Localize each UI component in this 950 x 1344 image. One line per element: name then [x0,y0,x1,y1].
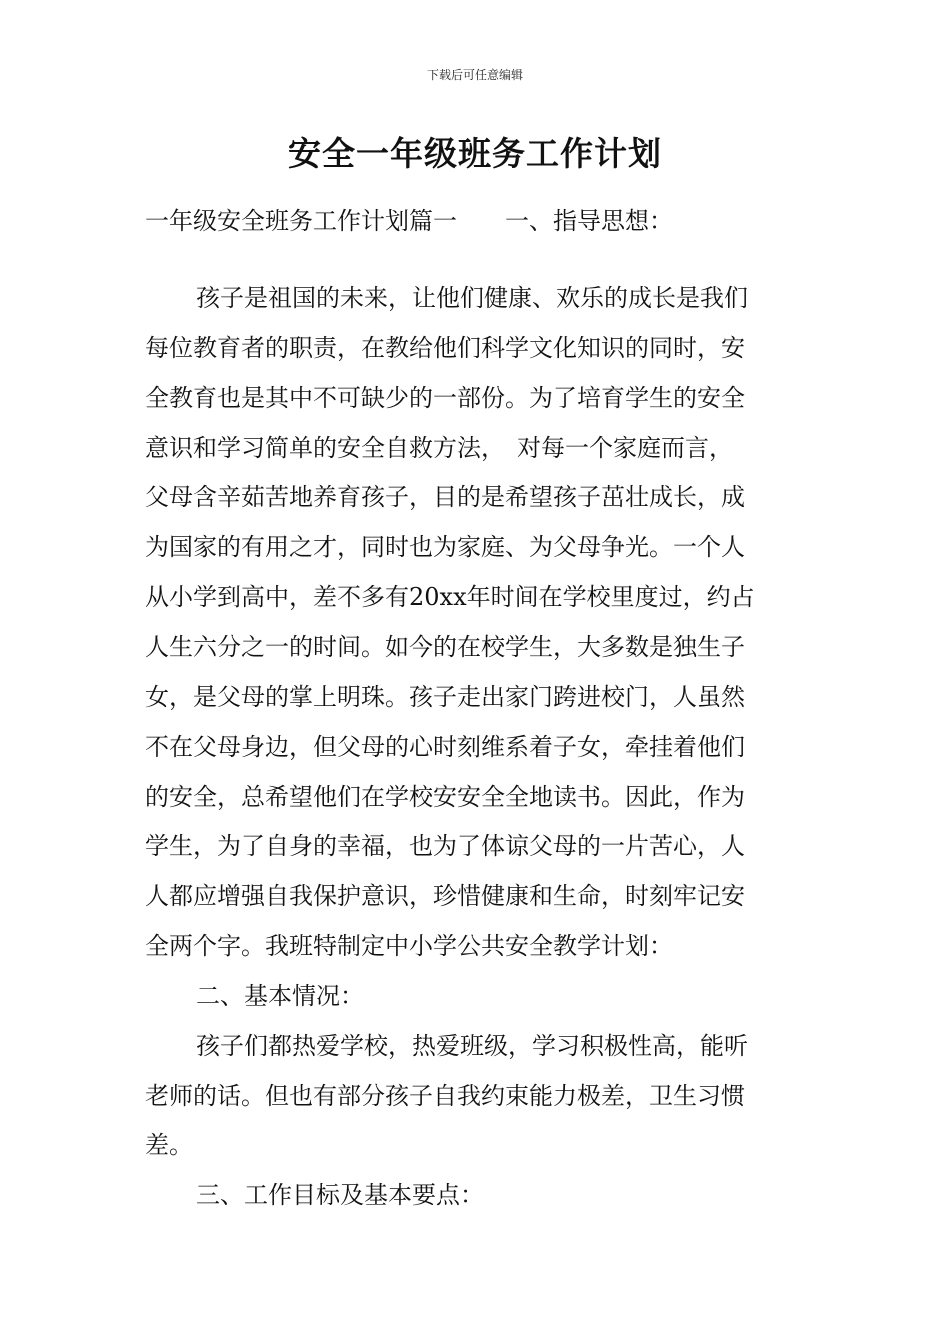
paragraph-line: 从小学到高中，差不多有20xx年时间在学校里度过，约占 [145,583,755,611]
paragraph-line: 人生六分之一的时间。如今的在校学生，大多数是独生子 [145,633,745,661]
paragraph-line: 学生，为了自身的幸福，也为了体谅父母的一片苦心，人 [145,832,745,860]
paragraph-line: 女，是父母的掌上明珠。孩子走出家门跨进校门，人虽然 [145,683,745,711]
page-title: 安全一年级班务工作计划 [288,134,662,173]
paragraph-line: 全教育也是其中不可缺少的一部份。为了培育学生的安全 [145,384,745,412]
paragraph-line: 意识和学习简单的安全自救方法， 对每一个家庭而言， [145,434,733,462]
paragraph-line: 每位教育者的职责，在教给他们科学文化知识的同时，安 [145,334,745,362]
paragraph-line: 人都应增强自我保护意识，珍惜健康和生命，时刻牢记安 [145,882,745,910]
paragraph-line: 为国家的有用之才，同时也为家庭、为父母争光。一个人 [145,533,745,561]
paragraph-line: 父母含辛茹苦地养育孩子，目的是希望孩子茁壮成长，成 [145,483,745,511]
paragraph-line: 一年级安全班务工作计划篇一 一、指导思想： [145,207,673,235]
paragraph-line: 孩子们都热爱学校，热爱班级，学习积极性高，能听 [196,1032,748,1060]
paragraph-line: 的安全，总希望他们在学校安安全全地读书。因此，作为 [145,783,745,811]
section-heading: 二、基本情况： [196,982,364,1010]
paragraph-line: 不在父母身边，但父母的心时刻维系着子女，牵挂着他们 [145,733,745,761]
paragraph-line: 孩子是祖国的未来，让他们健康、欢乐的成长是我们 [196,284,748,312]
paragraph-line: 全两个字。我班特制定中小学公共安全教学计划： [145,932,673,960]
paragraph-line: 老师的话。但也有部分孩子自我约束能力极差，卫生习惯 [145,1082,745,1110]
paragraph-line: 差。 [145,1131,193,1159]
section-heading: 三、工作目标及基本要点： [196,1181,484,1209]
header-note: 下载后可任意编辑 [426,68,523,82]
